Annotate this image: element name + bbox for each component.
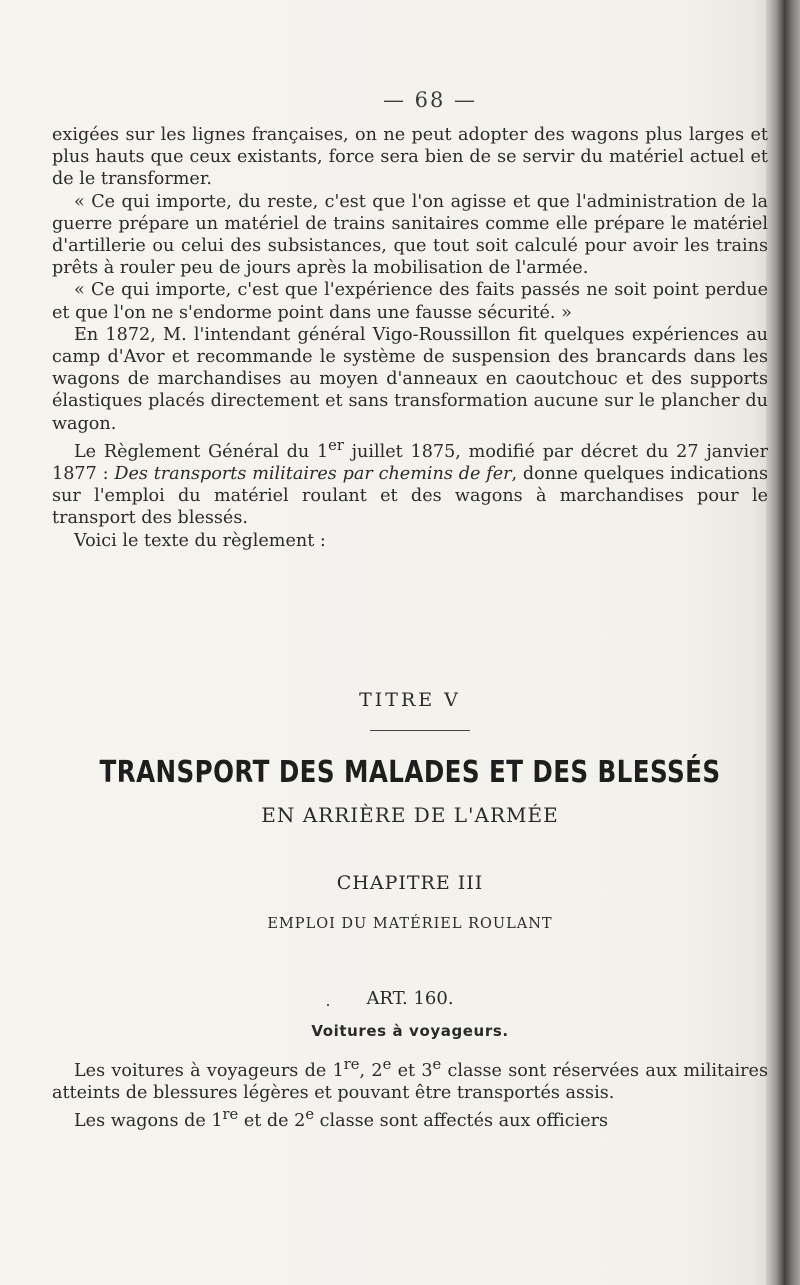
- chapitre-heading: CHAPITRE III: [336, 872, 484, 894]
- paragraph-2: « Ce qui importe, du reste, c'est que l'on agisse et que l'administration de la guerre prépare un matériel de trains sanitaires comme elle prépare le matériel d'artillerie ou celui des subsistances, que tout soit calculé pour avoir les trains prêts à rouler peu de jours après la mobilisation de l'armée.: [52, 191, 768, 279]
- wp-text-b: et de 2: [238, 1111, 306, 1132]
- vp-sup-1: re: [343, 1056, 360, 1073]
- paragraph-reglement: [52, 435, 768, 530]
- vp-text-d: classe sont réservées aux militaires atteints de blessures légères et pouvant être transportés assis.: [52, 1060, 768, 1104]
- reglement-text-1: Le Règlement Général du 1: [74, 441, 329, 462]
- voitures-paragraph: [52, 1054, 768, 1104]
- reglement-text-2: juillet 1875, modifié par décret du 27 janvier 1877 :: [52, 441, 768, 484]
- reglement-italic-title: Des transports militaires par chemins de fer: [114, 463, 512, 484]
- sub-title: EN ARRIÈRE DE L'ARMÉE: [261, 803, 559, 827]
- body-text: [52, 124, 768, 552]
- page-number: — 68 —: [382, 88, 478, 112]
- paragraph-4: En 1872, M. l'intendant général Vigo-Roussillon fit quelques expériences au camp d'Avor et recommande le système de suspension des brancards dans les wagons de marchandises au moyen d'anneaux en caoutchouc et des supports élastiques placés directement et sans transformation aucune sur le plancher du wagon.: [52, 324, 768, 434]
- vp-text-a: Les voitures à voyageurs de 1: [74, 1060, 344, 1081]
- reglement-sup: er: [328, 436, 344, 454]
- section-heading: Voitures à voyageurs.: [311, 1022, 509, 1040]
- wp-sup-2: e: [305, 1106, 315, 1124]
- divider-rule: [370, 730, 470, 731]
- paragraph-3: « Ce qui importe, c'est que l'expérience des faits passés ne soit point perdue et que l'on ne s'endorme point dans une fausse sécurité. »: [52, 280, 768, 323]
- article-number: ART. 160.: [366, 988, 454, 1009]
- reglement-text-3: , donne quelques indications sur l'emploi du matériel roulant et des wagons à marchandises pour le transport des blessés.: [52, 463, 768, 529]
- titre-heading: TITRE V: [359, 689, 461, 711]
- emploi-heading: EMPLOI DU MATÉRIEL ROULANT: [267, 916, 553, 932]
- wp-sup-1: re: [222, 1106, 239, 1124]
- vp-text-c: et 3: [391, 1060, 433, 1081]
- intro-line: Voici le texte du règlement :: [74, 530, 326, 551]
- main-title: TRANSPORT DES MALADES ET DES BLESSÉS: [99, 755, 721, 790]
- vp-text-b: , 2: [359, 1060, 383, 1081]
- wagons-paragraph: [52, 1104, 768, 1132]
- article-text: [52, 1054, 768, 1132]
- vp-sup-2: e: [382, 1056, 392, 1073]
- wp-text-a: Les wagons de 1: [74, 1111, 223, 1132]
- paragraph-1: exigées sur les lignes françaises, on ne peut adopter des wagons plus larges et plus hauts que ceux existants, force sera bien de se servir du matériel actuel et de le transformer.: [52, 125, 768, 190]
- wp-text-c: classe sont affectés aux officiers: [314, 1111, 609, 1132]
- book-binding-edge: [766, 0, 800, 1285]
- vp-sup-3: e: [432, 1056, 442, 1073]
